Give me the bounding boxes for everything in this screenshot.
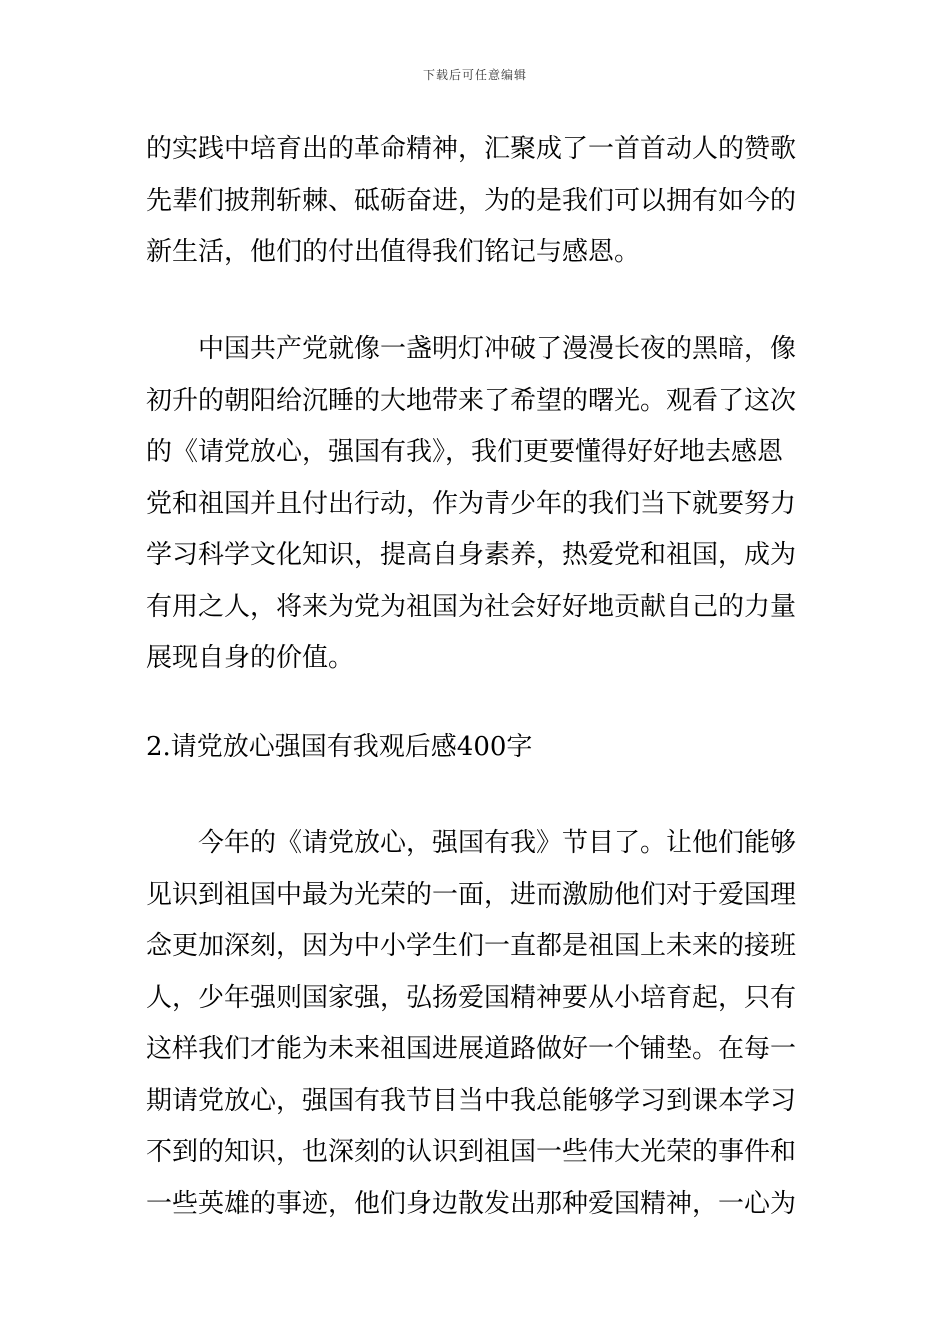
text-line: 展现自身的价值。 (146, 643, 355, 673)
text-line: 中国共产党就像一盏明灯冲破了漫漫长夜的黑暗，像 (198, 334, 797, 364)
text-line: 这样我们才能为未来祖国进展道路做好一个铺垫。在每一 (146, 1034, 797, 1064)
text-line: 党和祖国并且付出行动，作为青少年的我们当下就要努力 (146, 488, 797, 519)
text-line: 人，少年强则国家强，弘扬爱国精神要从小培育起，只有 (146, 982, 797, 1013)
text-line: 的《请党放心，强国有我》，我们更要懂得好好地去感恩 (146, 437, 784, 467)
text-line: 今年的《请党放心，强国有我》节目了。让他们能够 (198, 828, 797, 858)
text-line: 初升的朝阳给沉睡的大地带来了希望的曙光。观看了这次 (146, 385, 797, 416)
text-line: 一些英雄的事迹，他们身边散发出那种爱国精神，一心为 (146, 1188, 797, 1219)
text-line: 念更加深刻，因为中小学生们一直都是祖国上未来的接班 (146, 931, 797, 961)
header-note: 下载后可任意编辑 (422, 68, 527, 82)
text-line: 先辈们披荆斩棘、砥砺奋进，为的是我们可以拥有如今的 (146, 185, 797, 216)
text-line: 学习科学文化知识，提高自身素养，热爱党和祖国，成为 (146, 540, 797, 570)
text-line: 不到的知识，也深刻的认识到祖国一些伟大光荣的事件和 (146, 1137, 797, 1167)
text-line: 见识到祖国中最为光荣的一面，进而激励他们对于爱国理 (146, 879, 797, 910)
paragraph-continuation (146, 124, 806, 279)
paragraph-party-lamp (146, 324, 806, 685)
text-line: 的实践中培育出的革命精神，汇聚成了一首首动人的赞歌 (146, 134, 797, 164)
text-line: 期请党放心，强国有我节目当中我总能够学习到课本学习 (146, 1085, 797, 1116)
paragraph-this-year (146, 818, 806, 1230)
heading-text: 2.请党放心强国有我观后感400字 (146, 732, 533, 762)
text-line: 新生活，他们的付出值得我们铭记与感恩。 (146, 237, 641, 267)
text-line: 有用之人，将来为党为祖国为社会好好地贡献自己的力量 (146, 591, 797, 622)
section-heading (146, 722, 806, 774)
